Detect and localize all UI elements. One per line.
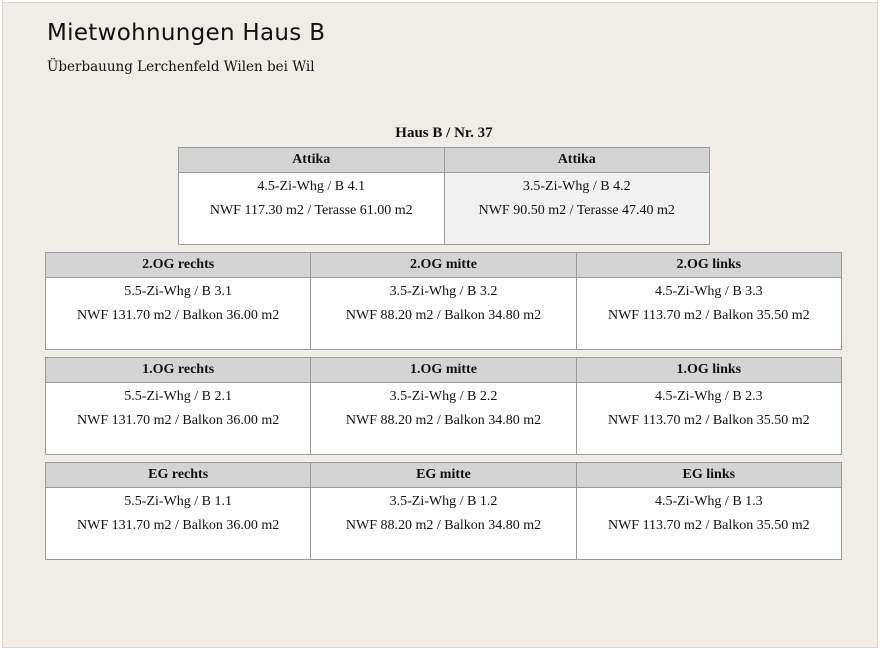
unit-body bbox=[311, 488, 575, 559]
unit-type: 5.5-Zi-Whg / B 2.1 bbox=[124, 389, 233, 404]
unit-body bbox=[445, 173, 710, 244]
floor-1og bbox=[45, 357, 842, 455]
unit-body bbox=[577, 488, 841, 559]
unit-header: Attika bbox=[179, 148, 444, 173]
unit-type: 5.5-Zi-Whg / B 1.1 bbox=[124, 494, 233, 509]
unit-1og-mitte[interactable] bbox=[311, 358, 576, 454]
unit-area: NWF 113.70 m2 / Balkon 35.50 m2 bbox=[607, 413, 810, 428]
unit-area: NWF 90.50 m2 / Terasse 47.40 m2 bbox=[478, 203, 675, 218]
unit-header: EG rechts bbox=[46, 463, 310, 488]
unit-body bbox=[577, 383, 841, 454]
unit-type: 4.5-Zi-Whg / B 1.3 bbox=[654, 494, 763, 509]
unit-attika-4-1[interactable] bbox=[179, 148, 445, 244]
unit-1og-rechts[interactable] bbox=[46, 358, 311, 454]
unit-body bbox=[46, 383, 310, 454]
unit-attika-4-2[interactable] bbox=[445, 148, 710, 244]
page-title: Mietwohnungen Haus B bbox=[47, 20, 326, 46]
unit-header: Attika bbox=[445, 148, 710, 173]
unit-body bbox=[311, 383, 575, 454]
unit-area: NWF 88.20 m2 / Balkon 34.80 m2 bbox=[345, 518, 542, 533]
unit-type: 3.5-Zi-Whg / B 2.2 bbox=[389, 389, 498, 404]
unit-area: NWF 131.70 m2 / Balkon 36.00 m2 bbox=[77, 413, 280, 428]
unit-2og-rechts[interactable] bbox=[46, 253, 311, 349]
unit-1og-links[interactable] bbox=[577, 358, 841, 454]
unit-body bbox=[46, 488, 310, 559]
unit-body bbox=[46, 278, 310, 349]
unit-body bbox=[311, 278, 575, 349]
unit-type: 3.5-Zi-Whg / B 1.2 bbox=[389, 494, 498, 509]
unit-header: 2.OG rechts bbox=[46, 253, 310, 278]
unit-body bbox=[577, 278, 841, 349]
unit-eg-links[interactable] bbox=[577, 463, 841, 559]
unit-header: 2.OG links bbox=[577, 253, 841, 278]
unit-body bbox=[179, 173, 444, 244]
unit-eg-mitte[interactable] bbox=[311, 463, 576, 559]
unit-2og-links[interactable] bbox=[577, 253, 841, 349]
unit-type: 4.5-Zi-Whg / B 3.3 bbox=[654, 284, 763, 299]
unit-type: 4.5-Zi-Whg / B 2.3 bbox=[654, 389, 763, 404]
floor-2og bbox=[45, 252, 842, 350]
unit-type: 3.5-Zi-Whg / B 3.2 bbox=[389, 284, 498, 299]
unit-area: NWF 88.20 m2 / Balkon 34.80 m2 bbox=[345, 308, 542, 323]
page-subtitle: Überbauung Lerchenfeld Wilen bei Wil bbox=[47, 59, 315, 75]
unit-area: NWF 88.20 m2 / Balkon 34.80 m2 bbox=[345, 413, 542, 428]
unit-header: 2.OG mitte bbox=[311, 253, 575, 278]
unit-type: 5.5-Zi-Whg / B 3.1 bbox=[124, 284, 233, 299]
unit-area: NWF 131.70 m2 / Balkon 36.00 m2 bbox=[77, 308, 280, 323]
floor-attika bbox=[178, 147, 710, 245]
unit-area: NWF 131.70 m2 / Balkon 36.00 m2 bbox=[77, 518, 280, 533]
unit-area: NWF 113.70 m2 / Balkon 35.50 m2 bbox=[607, 308, 810, 323]
unit-header: EG mitte bbox=[311, 463, 575, 488]
unit-header: 1.OG mitte bbox=[311, 358, 575, 383]
unit-eg-rechts[interactable] bbox=[46, 463, 311, 559]
unit-type: 4.5-Zi-Whg / B 4.1 bbox=[257, 179, 366, 194]
unit-header: 1.OG links bbox=[577, 358, 841, 383]
unit-area: NWF 117.30 m2 / Terasse 61.00 m2 bbox=[209, 203, 413, 218]
unit-area: NWF 113.70 m2 / Balkon 35.50 m2 bbox=[607, 518, 810, 533]
unit-type: 3.5-Zi-Whg / B 4.2 bbox=[522, 179, 631, 194]
house-label: Haus B / Nr. 37 bbox=[395, 125, 493, 141]
unit-header: 1.OG rechts bbox=[46, 358, 310, 383]
unit-2og-mitte[interactable] bbox=[311, 253, 576, 349]
floor-eg bbox=[45, 462, 842, 560]
unit-header: EG links bbox=[577, 463, 841, 488]
